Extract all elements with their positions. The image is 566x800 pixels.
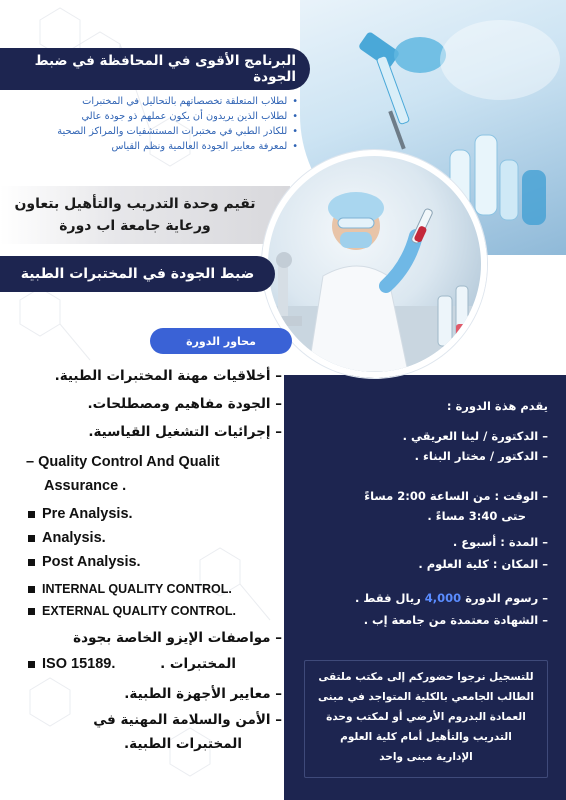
organizer-line-2: ورعاية جامعة اب دورة	[59, 218, 211, 234]
topic-item: – الجودة مفاهيم ومصطلحات.	[87, 396, 282, 412]
scientist-photo	[262, 150, 487, 378]
topic-item: – أخلاقيات مهنة المختبرات الطبية.	[54, 368, 282, 384]
course-place: – المكان : كلية العلوم .	[418, 557, 548, 571]
audience-item: • لمعرفة معايير الجودة العالمية ونظم القياس	[20, 139, 298, 154]
topic-item: – إجرائيات التشغيل القياسية.	[88, 424, 282, 440]
topic-item: ISO 15189.	[28, 656, 115, 672]
square-bullet-icon	[28, 535, 35, 542]
organizer-line-1: تقيم وحدة التدريب والتأهيل بتعاون	[14, 196, 256, 212]
audience-item: • لطلاب الذين يريدون أن يكون عملهم ذو جودة عالي	[20, 109, 298, 124]
square-bullet-icon	[28, 661, 35, 668]
topic-item: INTERNAL QUALITY CONTROL.	[28, 582, 232, 596]
course-fee	[355, 591, 548, 605]
topic-item: Post Analysis.	[28, 554, 141, 570]
topic-item: – الأمن والسلامة المهنية في	[93, 712, 282, 728]
registration-line: الطالب الجامعي بالكلية المتواجد في مبنى	[318, 691, 534, 703]
audience-item: • لطلاب المتعلقة تخصصاتهم بالتحاليل في المختبرات	[20, 94, 298, 109]
organizer-bar	[0, 186, 290, 244]
topics-label: محاور الدورة	[186, 334, 256, 348]
square-bullet-icon	[28, 608, 35, 615]
square-bullet-icon	[28, 511, 35, 518]
presenters-label: يقدم هذة الدورة :	[446, 399, 548, 413]
topics-label-pill	[150, 328, 292, 354]
topic-item: – مواصفات الإيزو الخاصة بجودة	[73, 630, 282, 646]
topic-item: – معايير الأجهزة الطبية.	[124, 686, 282, 702]
course-info-panel	[284, 375, 566, 800]
program-title: البرنامج الأقوى في المحافظة في ضبط الجودة	[34, 53, 296, 85]
registration-line: العمادة البدروم الأرضي أو لمكتب وحدة	[326, 711, 526, 723]
registration-line: التدريب والتأهيل أمام كلية العلوم	[340, 731, 512, 743]
topic-item: Assurance .	[44, 478, 127, 494]
square-bullet-icon	[28, 559, 35, 566]
registration-line: الإدارية مبنى واحد	[379, 751, 473, 763]
registration-line: للتسجيل نرجوا حضوركم إلى مكتب ملتقى	[318, 671, 534, 683]
presenter-2: – الدكتور / مختار البناء .	[414, 449, 548, 463]
fee-suffix: ريال فقط .	[355, 591, 421, 605]
topic-item: EXTERNAL QUALITY CONTROL.	[28, 604, 236, 618]
time-line-1: – الوقت : من الساعة 2:00 مساءً	[364, 489, 548, 503]
topic-item: – Quality Control And Qualit	[26, 454, 220, 470]
topic-item: Analysis.	[28, 530, 106, 546]
certificate-note: – الشهادة معتمدة من جامعة إب .	[363, 613, 548, 627]
presenter-1: – الدكتورة / لينا العريقي .	[402, 429, 548, 443]
time-line-2: حتى 3:40 مساءً .	[427, 509, 526, 523]
course-title-banner	[0, 256, 275, 292]
topic-item: المختبرات .	[160, 656, 236, 672]
program-title-banner	[0, 48, 310, 90]
registration-box	[304, 660, 548, 778]
topic-item: Pre Analysis.	[28, 506, 133, 522]
fee-amount: 4,000	[424, 591, 462, 605]
course-title: ضبط الجودة في المختبرات الطبية	[20, 266, 255, 282]
square-bullet-icon	[28, 586, 35, 593]
audience-list	[20, 94, 298, 154]
audience-item: • للكادر الطبي في مختبرات المستشفيات والمراكز الصحية	[20, 124, 298, 139]
topic-item: المختبرات الطبية.	[124, 736, 242, 752]
course-duration: – المدة : أسبوع .	[452, 535, 548, 549]
fee-prefix: – رسوم الدورة	[465, 591, 548, 605]
